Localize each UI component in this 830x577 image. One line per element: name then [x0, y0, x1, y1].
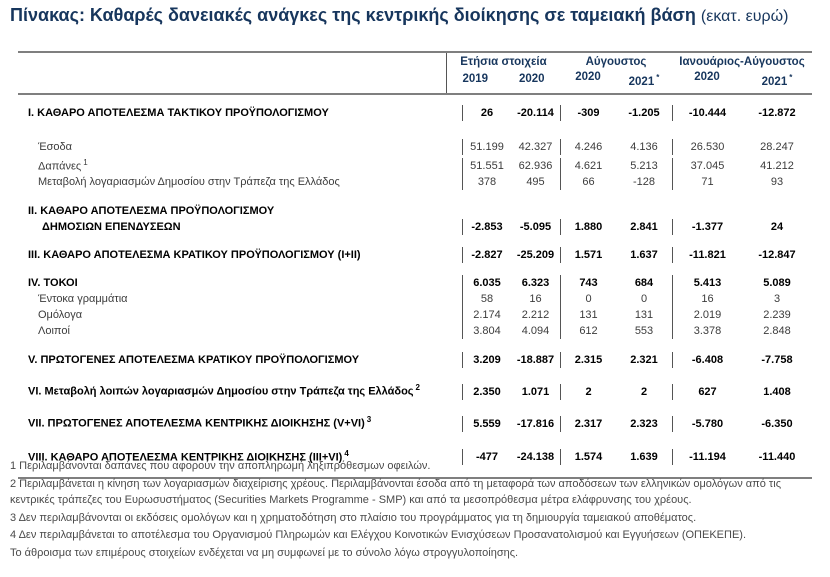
footnote: 3 Δεν περιλαμβάνονται οι εκδόσεις ομολόγων και η χρηματοδότηση στο πλαίσιο του προγράμματος για τη δημιουργία ταμειακού αποθέματος.: [10, 511, 697, 524]
table-row: [18, 174, 812, 190]
value-cell: 1.637: [630, 249, 658, 262]
data-table: [18, 51, 812, 479]
value-cell: -1.377: [672, 219, 742, 235]
table-row: [18, 95, 812, 127]
row-label: Έντοκα γραμμάτια: [38, 293, 128, 306]
header-group-label: Αύγουστος: [585, 56, 647, 68]
footnote: 4 Δεν περιλαμβάνεται το αποτέλεσμα του Οργανισμού Πληρωμών και Ελέγχου Κοινοτικών Ενισχύσεων Προσανατολισμού και Εγγυήσεων (ΟΠΕΚΕΠΕ).: [10, 529, 747, 541]
footnote-ref: 2: [415, 383, 420, 393]
value-cell: -5.780: [672, 416, 742, 432]
value-cell: 2.239: [763, 309, 791, 322]
value-cell: 26.530: [672, 139, 742, 155]
value-cell: 1.574: [560, 449, 616, 465]
value-cell: 28.247: [760, 140, 794, 153]
table-row: [18, 323, 812, 339]
value-cell: 6.323: [521, 277, 550, 290]
value-cell: 26: [462, 105, 511, 121]
value-cell: 62.936: [518, 160, 553, 173]
value-cell: 6.035: [462, 275, 511, 291]
value-cell: -1.205: [628, 106, 660, 119]
year-cell: 2021 *: [761, 73, 793, 88]
row-label: II. ΚΑΘΑΡΟ ΑΠΟΤΕΛΕΣΜΑ ΠΡΟΫΠΟΛΟΓΙΣΜΟΥ ΔΗΜΟΣΙΩΝ ΕΠΕΝΔΥΣΕΩΝ: [18, 203, 462, 235]
value-cell: 42.327: [518, 140, 553, 153]
value-cell: 3.209: [462, 352, 511, 368]
value-cell: 5.213: [630, 160, 658, 173]
row-label: VI. Μεταβολή λοιπών λογαριασμών Δημοσίου στην Τράπεζα της Ελλάδος $^2$: [28, 383, 420, 399]
year-cell: 2020: [694, 71, 720, 83]
row-label: Δαπάνες $^1$: [38, 157, 88, 173]
value-cell: 1.880: [560, 219, 616, 235]
footnote-ref: 1: [83, 157, 88, 167]
value-cell: -25.209: [516, 249, 555, 262]
table-row: [18, 400, 812, 432]
title-unit: (εκατ. ευρώ): [700, 8, 789, 25]
value-cell: 131: [634, 309, 654, 322]
value-cell: -10.444: [672, 105, 742, 121]
table-row: [18, 235, 812, 263]
header-group-august: [560, 55, 672, 90]
value-cell: 58: [462, 291, 511, 307]
header-group-label: Ετήσια στοιχεία: [460, 56, 547, 68]
value-cell: 4.136: [630, 140, 658, 153]
value-cell: 2.841: [630, 221, 658, 234]
table-row: [18, 339, 812, 368]
value-cell: 51.199: [462, 139, 511, 155]
header-spacer: [18, 53, 446, 93]
value-cell: 378: [462, 174, 511, 190]
row-label: V. ΠΡΩΤΟΓΕΝΕΣ ΑΠΟΤΕΛΕΣΜΑ ΚΡΑΤΙΚΟΥ ΠΡΟΫΠΟΛΟΓΙΣΜΟΥ: [28, 354, 360, 367]
value-cell: -477: [462, 449, 511, 465]
value-cell: -7.758: [761, 354, 793, 367]
row-label: IV. ΤΟΚΟΙ: [28, 277, 78, 290]
table-row: [18, 155, 812, 175]
value-cell: 5.559: [462, 416, 511, 432]
value-cell: 627: [672, 384, 742, 400]
value-cell: 37.045: [672, 158, 742, 174]
value-cell: 495: [526, 176, 545, 189]
row-label: Λοιποί: [38, 325, 70, 338]
value-cell: -128: [632, 176, 656, 189]
value-cell: 71: [672, 174, 742, 190]
value-cell: 2.019: [672, 307, 742, 323]
value-cell: 2.321: [630, 354, 658, 367]
value-cell: 3.378: [672, 323, 742, 339]
value-cell: 2.315: [560, 352, 616, 368]
value-cell: 2.323: [630, 417, 658, 430]
footnotes: [10, 458, 822, 562]
value-cell: 2.848: [763, 325, 791, 338]
table-row: [18, 291, 812, 307]
value-cell: 684: [634, 277, 654, 290]
header-groups: [446, 53, 812, 93]
value-cell: 2.317: [560, 416, 616, 432]
year-cell: 2021 *: [628, 73, 660, 88]
value-cell: 16: [672, 291, 742, 307]
row-label: Μεταβολή λογαριασμών Δημοσίου στην Τράπεζα της Ελλάδος: [38, 176, 340, 189]
page-title-text: Πίνακας: Καθαρές δανειακές ανάγκες της κεντρικής διοίκησης σε ταμειακή βάση: [10, 5, 696, 25]
value-cell: -2.827: [462, 247, 511, 263]
value-cell: 553: [634, 325, 654, 338]
value-cell: 2: [560, 384, 616, 400]
value-cell: -11.194: [672, 449, 742, 465]
value-cell: -11.440: [758, 451, 796, 464]
value-cell: -309: [560, 105, 616, 121]
row-label: I. ΚΑΘΑΡΟ ΑΠΟΤΕΛΕΣΜΑ ΤΑΚΤΙΚΟΥ ΠΡΟΫΠΟΛΟΓΙΣΜΟΥ: [28, 106, 329, 119]
table-row: [18, 307, 812, 323]
value-cell: 5.413: [672, 275, 742, 291]
value-cell: -5.095: [519, 221, 552, 234]
value-cell: 93: [770, 176, 784, 189]
value-cell: 4.621: [560, 158, 616, 174]
row-label: VII. ΠΡΩΤΟΓΕΝΕΣ ΑΠΟΤΕΛΕΣΜΑ ΚΕΝΤΡΙΚΗΣ ΔΙΟΙΚΗΣΗΣ (V+VI) $^3$: [28, 415, 372, 430]
value-cell: 1.571: [560, 247, 616, 263]
value-cell: -6.350: [761, 417, 793, 430]
value-cell: 1.408: [763, 386, 791, 399]
provisional-marker: *: [656, 73, 660, 82]
header-group-jan-august: [672, 55, 812, 90]
table-row: [18, 263, 812, 291]
value-cell: 4.094: [521, 325, 550, 338]
row-label-line2: ΔΗΜΟΣΙΩΝ ΕΠΕΝΔΥΣΕΩΝ: [42, 221, 181, 234]
value-cell: 5.089: [763, 277, 791, 290]
table-row: [18, 190, 812, 235]
year-cell: 2020: [518, 73, 545, 86]
table-row: [18, 127, 812, 155]
value-cell: -2.853: [462, 219, 511, 235]
value-cell: 131: [560, 307, 616, 323]
row-label: Έσοδα: [38, 140, 73, 153]
value-cell: -17.816: [516, 417, 555, 430]
provisional-marker: *: [789, 73, 793, 82]
value-cell: 0: [560, 291, 616, 307]
year-cell: 2019: [462, 73, 489, 86]
value-cell: 2.174: [462, 307, 511, 323]
value-cell: -6.408: [672, 352, 742, 368]
table-header: [18, 51, 812, 95]
value-cell: 743: [560, 275, 616, 291]
footnote: Το άθροισμα των επιμέρους στοιχείων ενδέχεται να μη συμφωνεί με το σύνολο λόγω στρογγυλοποίησης.: [10, 546, 519, 559]
footnote: 2 Περιλαμβάνεται η κίνηση των λογαριασμών διαχείρισης χρέους. Περιλαμβάνονται έσοδα από τη μεταφορά των αποδόσεων των ελληνικών ομολόγων από τις κεντρικές τράπεζες του Ευρωσυστήματος (Securities Markets Programme - SMP) και από τα μεσοπρόθεσμα μέτρα ελάφρυνσης του χρέους.: [10, 477, 782, 506]
page-title: [10, 5, 830, 26]
value-cell: 2.212: [521, 309, 550, 322]
table-body: [18, 95, 812, 480]
footnote-ref: 3: [366, 415, 372, 425]
footnote: 1 Περιλαμβάνονται δαπάνες που αφορούν την αποπληρωμή ληξιπρόθεσμων οφειλών.: [10, 460, 431, 472]
value-cell: 0: [640, 293, 648, 306]
value-cell: 41.212: [760, 160, 794, 173]
value-cell: 1.071: [521, 386, 550, 399]
footnote-ref: 4: [344, 448, 349, 458]
value-cell: 2: [640, 386, 648, 399]
value-cell: -12.847: [758, 249, 796, 262]
header-group-label: Ιανουάριος-Αύγουστος: [679, 56, 805, 68]
value-cell: -12.872: [758, 106, 796, 119]
value-cell: 66: [560, 174, 616, 190]
table-row: [18, 368, 812, 400]
value-cell: -20.114: [517, 106, 554, 119]
value-cell: -11.821: [672, 247, 742, 263]
row-label: Ομόλογα: [38, 309, 83, 322]
year-cell: 2020: [575, 71, 601, 83]
value-cell: 51.551: [462, 158, 511, 174]
row-label: VIII. ΚΑΘΑΡΟ ΑΠΟΤΕΛΕΣΜΑ ΚΕΝΤΡΙΚΗΣ ΔΙΟΙΚΗΣΗΣ (III+VI) $^4$: [28, 448, 349, 464]
value-cell: 3: [773, 293, 781, 306]
value-cell: 4.246: [560, 139, 616, 155]
value-cell: 612: [560, 323, 616, 339]
value-cell: 3.804: [462, 323, 511, 339]
row-label: III. ΚΑΘΑΡΟ ΑΠΟΤΕΛΕΣΜΑ ΚΡΑΤΙΚΟΥ ΠΡΟΫΠΟΛΟΓΙΣΜΟΥ (I+II): [28, 249, 361, 262]
header-group-annual: [447, 55, 560, 90]
value-cell: 24: [770, 221, 784, 234]
value-cell: -18.887: [516, 354, 555, 367]
value-cell: -24.138: [516, 451, 555, 464]
value-cell: 2.350: [462, 384, 511, 400]
value-cell: 16: [529, 293, 542, 306]
value-cell: 1.639: [630, 451, 658, 464]
